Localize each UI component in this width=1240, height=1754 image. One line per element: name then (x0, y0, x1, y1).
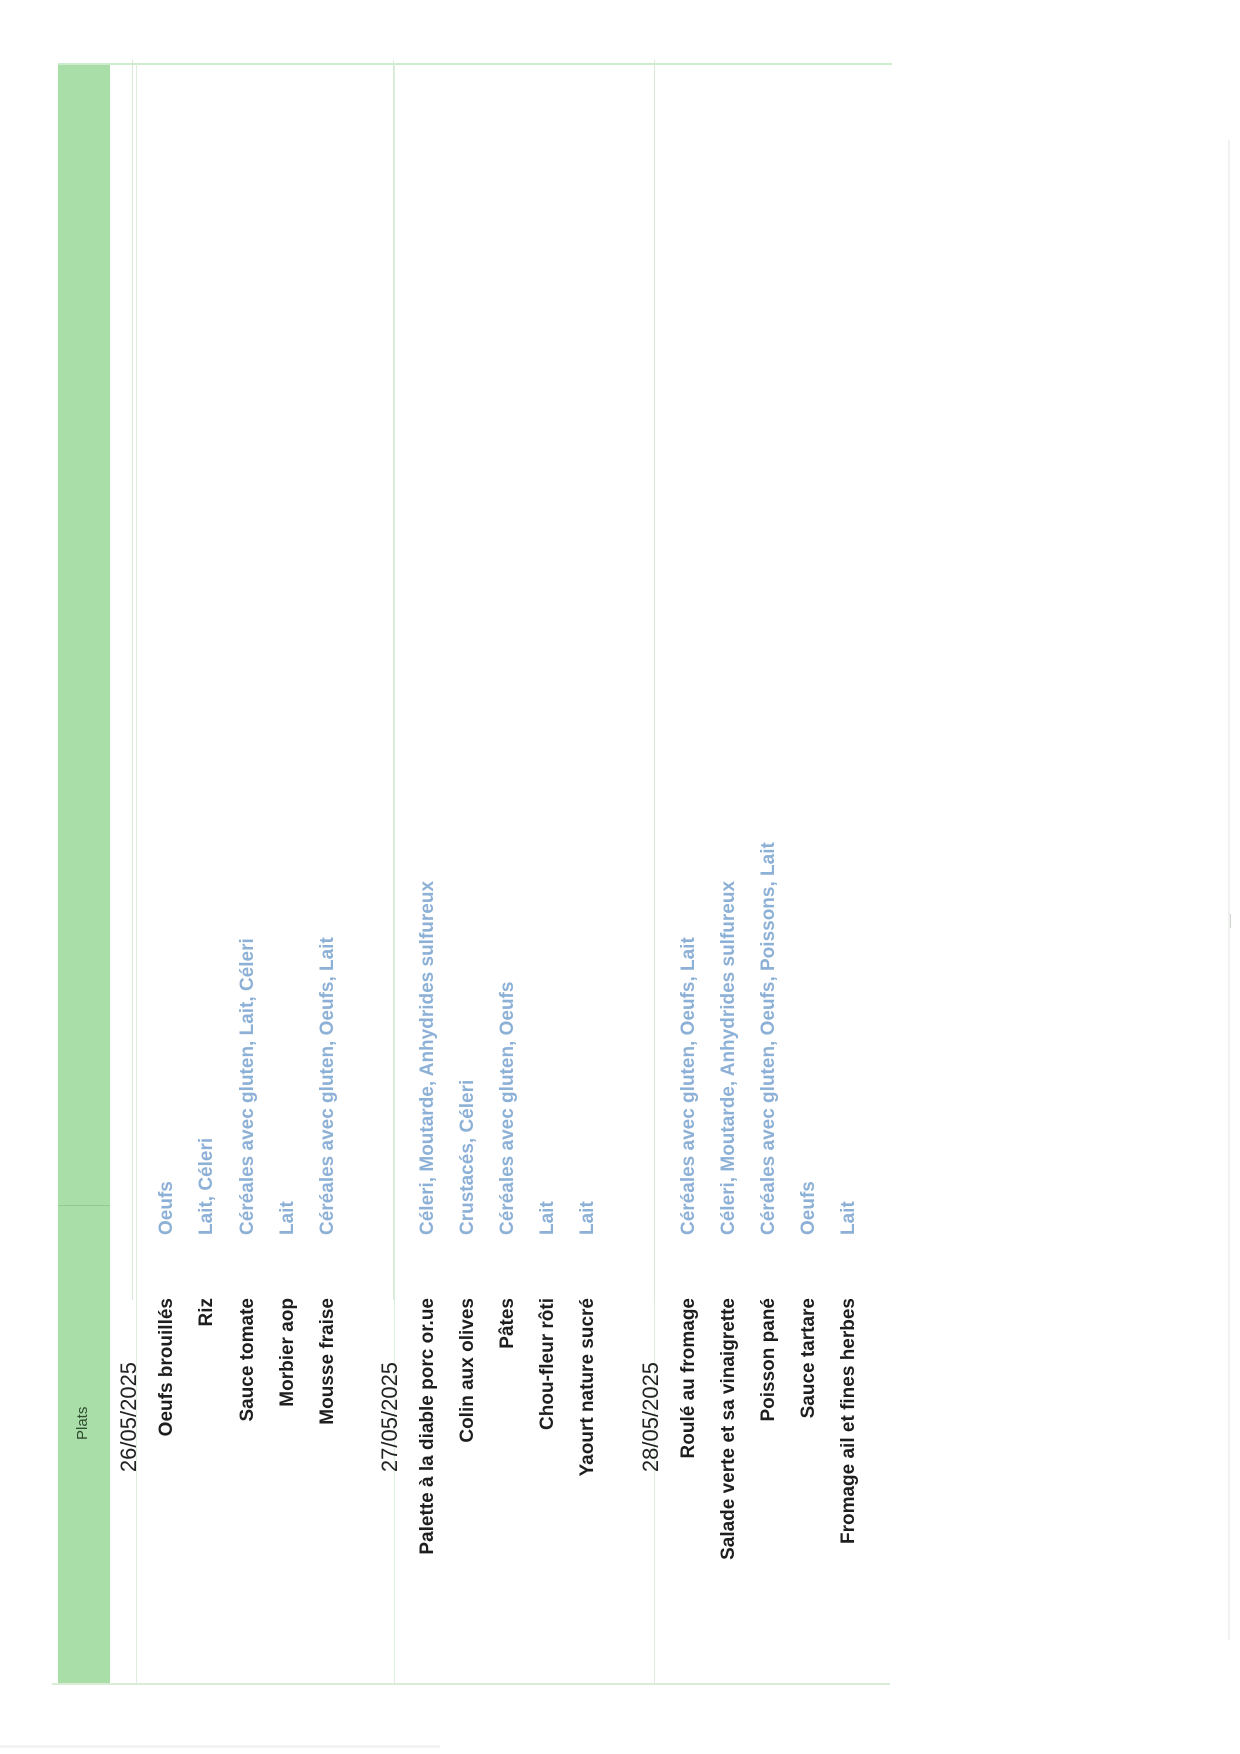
day-date-line (132, 60, 133, 1300)
dish-row (277, 50, 317, 1690)
dish-name: Chou-fleur rôti (537, 1298, 558, 1430)
column-header-plats: Plats (74, 1406, 91, 1440)
scan-edge-bottom (0, 1745, 440, 1748)
dish-row (196, 50, 236, 1690)
dish-row (457, 50, 497, 1690)
dish-row (798, 50, 838, 1690)
dish-allergens: Céleri, Moutarde, Anhydrides sulfureux (417, 880, 438, 1235)
dish-allergens: Crustacés, Céleri (457, 1079, 478, 1235)
dish-name: Fromage ail et fines herbes (838, 1298, 859, 1545)
rotated-menu-table (50, 50, 870, 1690)
dish-name: Oeufs brouillés (156, 1298, 177, 1437)
dish-row (156, 50, 196, 1690)
dish-allergens: Oeufs (156, 1181, 177, 1235)
dish-allergens: Céréales avec gluten, Oeufs, Poissons, Lait (758, 842, 779, 1235)
dish-name: Yaourt nature sucré (577, 1298, 598, 1477)
dish-allergens: Oeufs (798, 1181, 819, 1235)
dish-allergens: Lait (577, 1201, 598, 1235)
dish-row (718, 50, 758, 1690)
dish-row (838, 50, 878, 1690)
dish-allergens: Lait, Céleri (196, 1137, 217, 1235)
dish-name: Colin aux olives (457, 1298, 478, 1443)
dish-row (417, 50, 457, 1690)
dish-allergens: Lait (838, 1201, 859, 1235)
dish-name: Pâtes (497, 1298, 518, 1349)
dish-name: Sauce tartare (798, 1298, 819, 1419)
dish-name: Salade verte et sa vinaigrette (718, 1298, 739, 1560)
dish-allergens: Céréales avec gluten, Oeufs, Lait (317, 937, 338, 1235)
dish-name: Riz (196, 1298, 217, 1327)
dish-allergens: Céréales avec gluten, Lait, Céleri (237, 938, 258, 1235)
dish-row (317, 50, 357, 1690)
dish-row (237, 50, 277, 1690)
dish-name: Sauce tomate (237, 1298, 258, 1422)
dish-row (758, 50, 798, 1690)
day-date-line (654, 60, 655, 1300)
dish-allergens: Lait (537, 1201, 558, 1235)
dish-name: Mousse fraise (317, 1298, 338, 1425)
day-date: 28/05/2025 (638, 1361, 663, 1473)
dish-name: Poisson pané (758, 1298, 779, 1422)
dish-row (577, 50, 617, 1690)
scan-edge-right (1228, 140, 1230, 1640)
scan-tick-mark (1230, 914, 1231, 928)
dish-row (497, 50, 537, 1690)
dish-allergens: Céréales avec gluten, Oeufs (497, 981, 518, 1235)
dish-allergens: Céleri, Moutarde, Anhydrides sulfureux (718, 880, 739, 1235)
dish-row (678, 50, 718, 1690)
dish-name: Palette à la diable porc or.ue (417, 1298, 438, 1555)
dish-row (537, 50, 577, 1690)
dish-allergens: Lait (277, 1201, 298, 1235)
day-date: 27/05/2025 (377, 1361, 402, 1473)
dish-allergens: Céréales avec gluten, Oeufs, Lait (678, 937, 699, 1235)
day-date-line (393, 60, 394, 1300)
dish-name: Morbier aop (277, 1298, 298, 1407)
day-date: 26/05/2025 (116, 1361, 141, 1473)
dish-name: Roulé au fromage (678, 1298, 699, 1459)
